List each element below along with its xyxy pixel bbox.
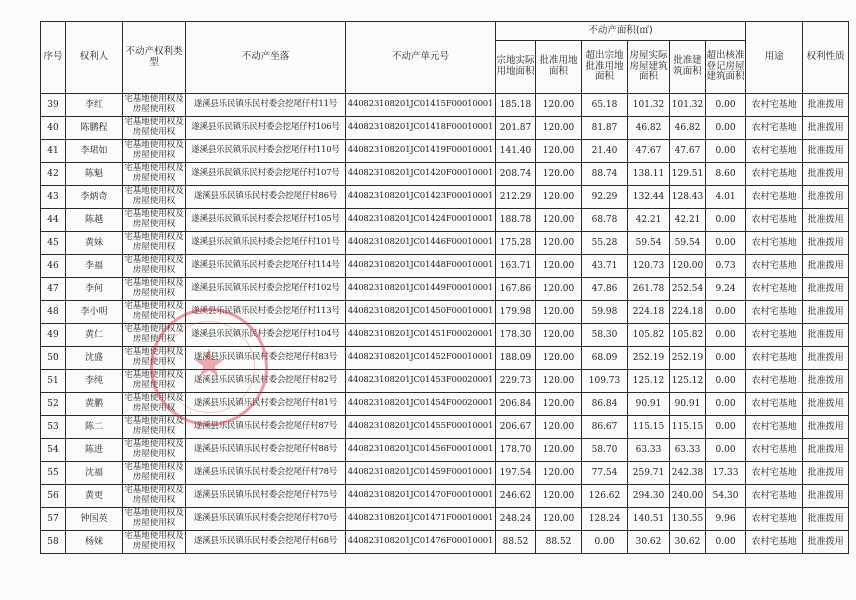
cell-owner: 李何 — [66, 278, 123, 301]
header-building-approved: 批准建筑面积 — [670, 41, 706, 94]
cell-building-approved: 120.00 — [670, 255, 706, 278]
cell-unit: 440823108201JC01456F00010001 — [346, 439, 496, 462]
cell-area-actual: 167.86 — [496, 278, 536, 301]
cell-area-actual: 246.62 — [496, 485, 536, 508]
cell-seq: 53 — [41, 416, 66, 439]
table-row — [41, 531, 849, 554]
cell-building-excess: 0.00 — [706, 140, 746, 163]
cell-owner: 陈鹏程 — [66, 117, 123, 140]
cell-seq: 52 — [41, 393, 66, 416]
cell-use: 农村宅基地 — [746, 209, 803, 232]
cell-area-excess: 92.29 — [582, 186, 628, 209]
cell-owner: 杨妹 — [66, 531, 123, 554]
table-body — [41, 94, 849, 554]
cell-use: 农村宅基地 — [746, 117, 803, 140]
cell-building-approved: 224.18 — [670, 301, 706, 324]
cell-nature: 批准拨用 — [803, 416, 849, 439]
cell-area-actual: 197.54 — [496, 462, 536, 485]
cell-building-actual: 132.44 — [628, 186, 670, 209]
cell-building-approved: 130.55 — [670, 508, 706, 531]
cell-area-approved: 120.00 — [536, 393, 582, 416]
cell-use: 农村宅基地 — [746, 232, 803, 255]
cell-area-approved: 120.00 — [536, 370, 582, 393]
cell-building-excess: 0.00 — [706, 531, 746, 554]
cell-type: 宅基地使用权及房屋使用权 — [123, 301, 186, 324]
cell-area-excess: 77.54 — [582, 462, 628, 485]
cell-use: 农村宅基地 — [746, 347, 803, 370]
cell-unit: 440823108201JC01470F00010001 — [346, 485, 496, 508]
cell-use: 农村宅基地 — [746, 278, 803, 301]
cell-area-actual: 141.40 — [496, 140, 536, 163]
cell-building-excess: 0.00 — [706, 232, 746, 255]
cell-type: 宅基地使用权及房屋使用权 — [123, 347, 186, 370]
cell-type: 宅基地使用权及房屋使用权 — [123, 439, 186, 462]
cell-nature: 批准拨用 — [803, 324, 849, 347]
registry-table — [40, 21, 849, 554]
cell-area-approved: 120.00 — [536, 462, 582, 485]
cell-building-actual: 252.19 — [628, 347, 670, 370]
cell-seq: 46 — [41, 255, 66, 278]
cell-building-approved: 30.62 — [670, 531, 706, 554]
cell-building-excess: 0.00 — [706, 370, 746, 393]
cell-area-actual: 179.98 — [496, 301, 536, 324]
cell-nature: 批准拨用 — [803, 347, 849, 370]
cell-building-excess: 8.60 — [706, 163, 746, 186]
cell-type: 宅基地使用权及房屋使用权 — [123, 232, 186, 255]
header-unit: 不动产单元号 — [346, 22, 496, 94]
cell-unit: 440823108201JC01423F00010001 — [346, 186, 496, 209]
cell-type: 宅基地使用权及房屋使用权 — [123, 531, 186, 554]
cell-building-excess: 0.00 — [706, 94, 746, 117]
cell-area-excess: 21.40 — [582, 140, 628, 163]
cell-nature: 批准拨用 — [803, 439, 849, 462]
table-row — [41, 370, 849, 393]
cell-unit: 440823108201JC01418F00010001 — [346, 117, 496, 140]
cell-owner: 黄更 — [66, 485, 123, 508]
header-location: 不动产坐落 — [186, 22, 346, 94]
cell-building-approved: 252.19 — [670, 347, 706, 370]
cell-location: 遂溪县乐民镇乐民村委会挖尾仔村88号 — [186, 439, 346, 462]
cell-owner: 陈进 — [66, 439, 123, 462]
cell-location: 遂溪县乐民镇乐民村委会挖尾仔村105号 — [186, 209, 346, 232]
cell-nature: 批准拨用 — [803, 117, 849, 140]
cell-area-approved: 88.52 — [536, 531, 582, 554]
cell-area-excess: 68.78 — [582, 209, 628, 232]
cell-owner: 黄仁 — [66, 324, 123, 347]
cell-owner: 陈二 — [66, 416, 123, 439]
cell-owner: 钟国英 — [66, 508, 123, 531]
cell-location: 遂溪县乐民镇乐民村委会挖尾仔村86号 — [186, 186, 346, 209]
cell-area-approved: 120.00 — [536, 324, 582, 347]
cell-unit: 440823108201JC01451F00020001 — [346, 324, 496, 347]
cell-use: 农村宅基地 — [746, 416, 803, 439]
cell-use: 农村宅基地 — [746, 255, 803, 278]
cell-use: 农村宅基地 — [746, 163, 803, 186]
cell-building-actual: 63.33 — [628, 439, 670, 462]
cell-building-approved: 46.82 — [670, 117, 706, 140]
cell-area-approved: 120.00 — [536, 163, 582, 186]
cell-type: 宅基地使用权及房屋使用权 — [123, 324, 186, 347]
cell-building-actual: 294.30 — [628, 485, 670, 508]
cell-unit: 440823108201JC01452F00010001 — [346, 347, 496, 370]
table-row — [41, 94, 849, 117]
cell-area-approved: 120.00 — [536, 209, 582, 232]
cell-use: 农村宅基地 — [746, 94, 803, 117]
cell-seq: 44 — [41, 209, 66, 232]
table-row — [41, 439, 849, 462]
cell-owner: 沈福 — [66, 462, 123, 485]
cell-area-approved: 120.00 — [536, 301, 582, 324]
cell-building-excess: 4.01 — [706, 186, 746, 209]
table-row — [41, 163, 849, 186]
cell-owner: 陈越 — [66, 209, 123, 232]
cell-location: 遂溪县乐民镇乐民村委会挖尾仔村81号 — [186, 393, 346, 416]
cell-building-actual: 125.12 — [628, 370, 670, 393]
cell-building-approved: 59.54 — [670, 232, 706, 255]
cell-type: 宅基地使用权及房屋使用权 — [123, 117, 186, 140]
cell-type: 宅基地使用权及房屋使用权 — [123, 209, 186, 232]
cell-type: 宅基地使用权及房屋使用权 — [123, 370, 186, 393]
cell-owner: 黄鹏 — [66, 393, 123, 416]
cell-area-actual: 188.78 — [496, 209, 536, 232]
cell-area-actual: 206.84 — [496, 393, 536, 416]
cell-nature: 批准拨用 — [803, 508, 849, 531]
cell-area-excess: 86.84 — [582, 393, 628, 416]
cell-area-actual: 208.74 — [496, 163, 536, 186]
header-area-group: 不动产面积(㎡) — [496, 22, 746, 41]
cell-type: 宅基地使用权及房屋使用权 — [123, 278, 186, 301]
cell-use: 农村宅基地 — [746, 393, 803, 416]
cell-area-approved: 120.00 — [536, 255, 582, 278]
cell-owner: 李红 — [66, 94, 123, 117]
table-row — [41, 324, 849, 347]
cell-area-actual: 201.87 — [496, 117, 536, 140]
cell-seq: 54 — [41, 439, 66, 462]
table-row — [41, 186, 849, 209]
cell-type: 宅基地使用权及房屋使用权 — [123, 255, 186, 278]
seal-star-icon: ★ — [191, 341, 227, 387]
table-row — [41, 278, 849, 301]
cell-building-approved: 47.67 — [670, 140, 706, 163]
cell-building-excess: 9.24 — [706, 278, 746, 301]
table-row — [41, 485, 849, 508]
cell-use: 农村宅基地 — [746, 370, 803, 393]
cell-building-approved: 105.82 — [670, 324, 706, 347]
cell-type: 宅基地使用权及房屋使用权 — [123, 416, 186, 439]
cell-area-excess: 68.09 — [582, 347, 628, 370]
cell-building-actual: 30.62 — [628, 531, 670, 554]
cell-area-approved: 120.00 — [536, 186, 582, 209]
cell-nature: 批准拨用 — [803, 462, 849, 485]
cell-nature: 批准拨用 — [803, 140, 849, 163]
cell-type: 宅基地使用权及房屋使用权 — [123, 186, 186, 209]
cell-nature: 批准拨用 — [803, 370, 849, 393]
cell-use: 农村宅基地 — [746, 140, 803, 163]
cell-building-approved: 42.21 — [670, 209, 706, 232]
header-use: 用途 — [746, 22, 803, 94]
cell-area-actual: 178.70 — [496, 439, 536, 462]
cell-seq: 55 — [41, 462, 66, 485]
cell-building-actual: 138.11 — [628, 163, 670, 186]
cell-building-actual: 120.73 — [628, 255, 670, 278]
cell-location: 遂溪县乐民镇乐民村委会挖尾仔村82号 — [186, 370, 346, 393]
cell-unit: 440823108201JC01471F00010001 — [346, 508, 496, 531]
cell-unit: 440823108201JC01459F00010001 — [346, 462, 496, 485]
cell-seq: 58 — [41, 531, 66, 554]
cell-location: 遂溪县乐民镇乐民村委会挖尾仔村114号 — [186, 255, 346, 278]
cell-building-approved: 90.91 — [670, 393, 706, 416]
cell-building-excess: 0.00 — [706, 117, 746, 140]
cell-location: 遂溪县乐民镇乐民村委会挖尾仔村68号 — [186, 531, 346, 554]
cell-building-approved: 240.00 — [670, 485, 706, 508]
header-area-approved: 批准用地面积 — [536, 41, 582, 94]
cell-nature: 批准拨用 — [803, 209, 849, 232]
cell-unit: 440823108201JC01448F00010001 — [346, 255, 496, 278]
cell-location: 遂溪县乐民镇乐民村委会挖尾仔村106号 — [186, 117, 346, 140]
cell-seq: 57 — [41, 508, 66, 531]
cell-area-excess: 43.71 — [582, 255, 628, 278]
cell-area-actual: 212.29 — [496, 186, 536, 209]
cell-type: 宅基地使用权及房屋使用权 — [123, 140, 186, 163]
cell-type: 宅基地使用权及房屋使用权 — [123, 462, 186, 485]
cell-building-approved: 125.12 — [670, 370, 706, 393]
cell-area-excess: 126.62 — [582, 485, 628, 508]
table-row — [41, 209, 849, 232]
table-row — [41, 347, 849, 370]
cell-area-actual: 206.67 — [496, 416, 536, 439]
cell-building-actual: 259.71 — [628, 462, 670, 485]
cell-unit: 440823108201JC01419F00010001 — [346, 140, 496, 163]
cell-area-excess: 0.00 — [582, 531, 628, 554]
header-type: 不动产权利类型 — [123, 22, 186, 94]
cell-nature: 批准拨用 — [803, 186, 849, 209]
cell-building-excess: 0.00 — [706, 301, 746, 324]
header-nature: 权利性质 — [803, 22, 849, 94]
cell-type: 宅基地使用权及房屋使用权 — [123, 485, 186, 508]
table-row — [41, 462, 849, 485]
cell-unit: 440823108201JC01424F00010001 — [346, 209, 496, 232]
cell-building-approved: 115.15 — [670, 416, 706, 439]
cell-building-approved: 242.38 — [670, 462, 706, 485]
cell-unit: 440823108201JC01454F00020001 — [346, 393, 496, 416]
table-header — [41, 22, 849, 94]
cell-building-excess: 9.96 — [706, 508, 746, 531]
cell-building-approved: 63.33 — [670, 439, 706, 462]
header-area-excess: 超出宗地批准用地面积 — [582, 41, 628, 94]
cell-use: 农村宅基地 — [746, 301, 803, 324]
cell-seq: 40 — [41, 117, 66, 140]
table-row — [41, 416, 849, 439]
cell-seq: 45 — [41, 232, 66, 255]
cell-location: 遂溪县乐民镇乐民村委会挖尾仔村102号 — [186, 278, 346, 301]
cell-nature: 批准拨用 — [803, 393, 849, 416]
cell-location: 遂溪县乐民镇乐民村委会挖尾仔村107号 — [186, 163, 346, 186]
cell-area-excess: 86.67 — [582, 416, 628, 439]
cell-nature: 批准拨用 — [803, 163, 849, 186]
cell-area-excess: 55.28 — [582, 232, 628, 255]
cell-area-excess: 128.24 — [582, 508, 628, 531]
cell-use: 农村宅基地 — [746, 324, 803, 347]
header-owner: 权利人 — [66, 22, 123, 94]
cell-type: 宅基地使用权及房屋使用权 — [123, 393, 186, 416]
cell-owner: 李珺如 — [66, 140, 123, 163]
cell-nature: 批准拨用 — [803, 255, 849, 278]
cell-type: 宅基地使用权及房屋使用权 — [123, 94, 186, 117]
cell-seq: 42 — [41, 163, 66, 186]
cell-use: 农村宅基地 — [746, 186, 803, 209]
cell-area-actual: 178.30 — [496, 324, 536, 347]
cell-building-approved: 101.32 — [670, 94, 706, 117]
cell-seq: 49 — [41, 324, 66, 347]
cell-nature: 批准拨用 — [803, 485, 849, 508]
cell-location: 遂溪县乐民镇乐民村委会挖尾仔村83号 — [186, 347, 346, 370]
cell-unit: 440823108201JC01420F00010001 — [346, 163, 496, 186]
table-row — [41, 255, 849, 278]
cell-area-approved: 120.00 — [536, 347, 582, 370]
cell-area-approved: 120.00 — [536, 117, 582, 140]
cell-area-excess: 88.74 — [582, 163, 628, 186]
cell-area-actual: 175.28 — [496, 232, 536, 255]
cell-owner: 沈盛 — [66, 347, 123, 370]
header-area-actual: 宗地实际用地面积 — [496, 41, 536, 94]
cell-building-actual: 101.32 — [628, 94, 670, 117]
cell-seq: 47 — [41, 278, 66, 301]
cell-area-excess: 58.30 — [582, 324, 628, 347]
cell-location: 遂溪县乐民镇乐民村委会挖尾仔村104号 — [186, 324, 346, 347]
cell-area-excess: 58.70 — [582, 439, 628, 462]
header-building-excess: 超出核准登记房屋建筑面积 — [706, 41, 746, 94]
cell-building-approved: 252.54 — [670, 278, 706, 301]
cell-building-actual: 47.67 — [628, 140, 670, 163]
cell-area-approved: 120.00 — [536, 416, 582, 439]
cell-unit: 440823108201JC01415F00010001 — [346, 94, 496, 117]
cell-building-actual: 115.15 — [628, 416, 670, 439]
cell-area-excess: 65.18 — [582, 94, 628, 117]
cell-area-approved: 120.00 — [536, 94, 582, 117]
cell-area-actual: 248.24 — [496, 508, 536, 531]
cell-area-approved: 120.00 — [536, 439, 582, 462]
cell-seq: 51 — [41, 370, 66, 393]
cell-building-actual: 42.21 — [628, 209, 670, 232]
cell-unit: 440823108201JC01450F00010001 — [346, 301, 496, 324]
table-row — [41, 393, 849, 416]
cell-owner: 李福 — [66, 255, 123, 278]
table-row — [41, 117, 849, 140]
cell-location: 遂溪县乐民镇乐民村委会挖尾仔村87号 — [186, 416, 346, 439]
cell-area-actual: 188.09 — [496, 347, 536, 370]
cell-building-actual: 105.82 — [628, 324, 670, 347]
cell-building-actual: 224.18 — [628, 301, 670, 324]
cell-location: 遂溪县乐民镇乐民村委会挖尾仔村113号 — [186, 301, 346, 324]
cell-seq: 39 — [41, 94, 66, 117]
cell-owner: 黄妹 — [66, 232, 123, 255]
cell-area-approved: 120.00 — [536, 140, 582, 163]
cell-area-actual: 229.73 — [496, 370, 536, 393]
cell-building-excess: 0.00 — [706, 393, 746, 416]
cell-building-excess: 0.73 — [706, 255, 746, 278]
cell-owner: 陈魁 — [66, 163, 123, 186]
cell-location: 遂溪县乐民镇乐民村委会挖尾仔村78号 — [186, 462, 346, 485]
cell-nature: 批准拨用 — [803, 232, 849, 255]
cell-use: 农村宅基地 — [746, 531, 803, 554]
table-row — [41, 508, 849, 531]
cell-type: 宅基地使用权及房屋使用权 — [123, 163, 186, 186]
cell-location: 遂溪县乐民镇乐民村委会挖尾仔村110号 — [186, 140, 346, 163]
cell-building-excess: 0.00 — [706, 209, 746, 232]
table-row — [41, 140, 849, 163]
cell-building-approved: 129.51 — [670, 163, 706, 186]
cell-building-actual: 90.91 — [628, 393, 670, 416]
cell-nature: 批准拨用 — [803, 94, 849, 117]
cell-area-actual: 185.18 — [496, 94, 536, 117]
cell-type: 宅基地使用权及房屋使用权 — [123, 508, 186, 531]
cell-seq: 56 — [41, 485, 66, 508]
table-row — [41, 301, 849, 324]
cell-nature: 批准拨用 — [803, 278, 849, 301]
table-row — [41, 232, 849, 255]
cell-unit: 440823108201JC01446F00010001 — [346, 232, 496, 255]
cell-unit: 440823108201JC01455F00010001 — [346, 416, 496, 439]
cell-use: 农村宅基地 — [746, 508, 803, 531]
cell-seq: 48 — [41, 301, 66, 324]
cell-unit: 440823108201JC01476F00010001 — [346, 531, 496, 554]
cell-owner: 李小明 — [66, 301, 123, 324]
cell-use: 农村宅基地 — [746, 462, 803, 485]
cell-nature: 批准拨用 — [803, 301, 849, 324]
cell-area-approved: 120.00 — [536, 508, 582, 531]
cell-owner: 李纯 — [66, 370, 123, 393]
cell-seq: 41 — [41, 140, 66, 163]
cell-area-approved: 120.00 — [536, 278, 582, 301]
cell-building-excess: 0.00 — [706, 347, 746, 370]
cell-use: 农村宅基地 — [746, 439, 803, 462]
cell-building-approved: 128.43 — [670, 186, 706, 209]
cell-area-approved: 120.00 — [536, 485, 582, 508]
cell-area-approved: 120.00 — [536, 232, 582, 255]
cell-building-excess: 0.00 — [706, 324, 746, 347]
cell-seq: 50 — [41, 347, 66, 370]
cell-location: 遂溪县乐民镇乐民村委会挖尾仔村11号 — [186, 94, 346, 117]
cell-location: 遂溪县乐民镇乐民村委会挖尾仔村70号 — [186, 508, 346, 531]
cell-building-actual: 46.82 — [628, 117, 670, 140]
cell-building-excess: 54.30 — [706, 485, 746, 508]
header-seq: 序号 — [41, 22, 66, 94]
cell-unit: 440823108201JC01453F00020001 — [346, 370, 496, 393]
cell-unit: 440823108201JC01449F00010001 — [346, 278, 496, 301]
cell-owner: 李炳奇 — [66, 186, 123, 209]
cell-building-excess: 0.00 — [706, 416, 746, 439]
cell-area-excess: 59.98 — [582, 301, 628, 324]
header-building-actual: 房屋实际房屋建筑面积 — [628, 41, 670, 94]
cell-area-actual: 163.71 — [496, 255, 536, 278]
cell-area-excess: 81.87 — [582, 117, 628, 140]
cell-location: 遂溪县乐民镇乐民村委会挖尾仔村75号 — [186, 485, 346, 508]
cell-building-actual: 140.51 — [628, 508, 670, 531]
cell-area-actual: 88.52 — [496, 531, 536, 554]
cell-area-excess: 47.86 — [582, 278, 628, 301]
cell-building-actual: 59.54 — [628, 232, 670, 255]
cell-building-excess: 0.00 — [706, 439, 746, 462]
cell-use: 农村宅基地 — [746, 485, 803, 508]
cell-nature: 批准拨用 — [803, 531, 849, 554]
cell-seq: 43 — [41, 186, 66, 209]
cell-area-excess: 109.73 — [582, 370, 628, 393]
cell-building-excess: 17.33 — [706, 462, 746, 485]
cell-location: 遂溪县乐民镇乐民村委会挖尾仔村101号 — [186, 232, 346, 255]
cell-building-actual: 261.78 — [628, 278, 670, 301]
